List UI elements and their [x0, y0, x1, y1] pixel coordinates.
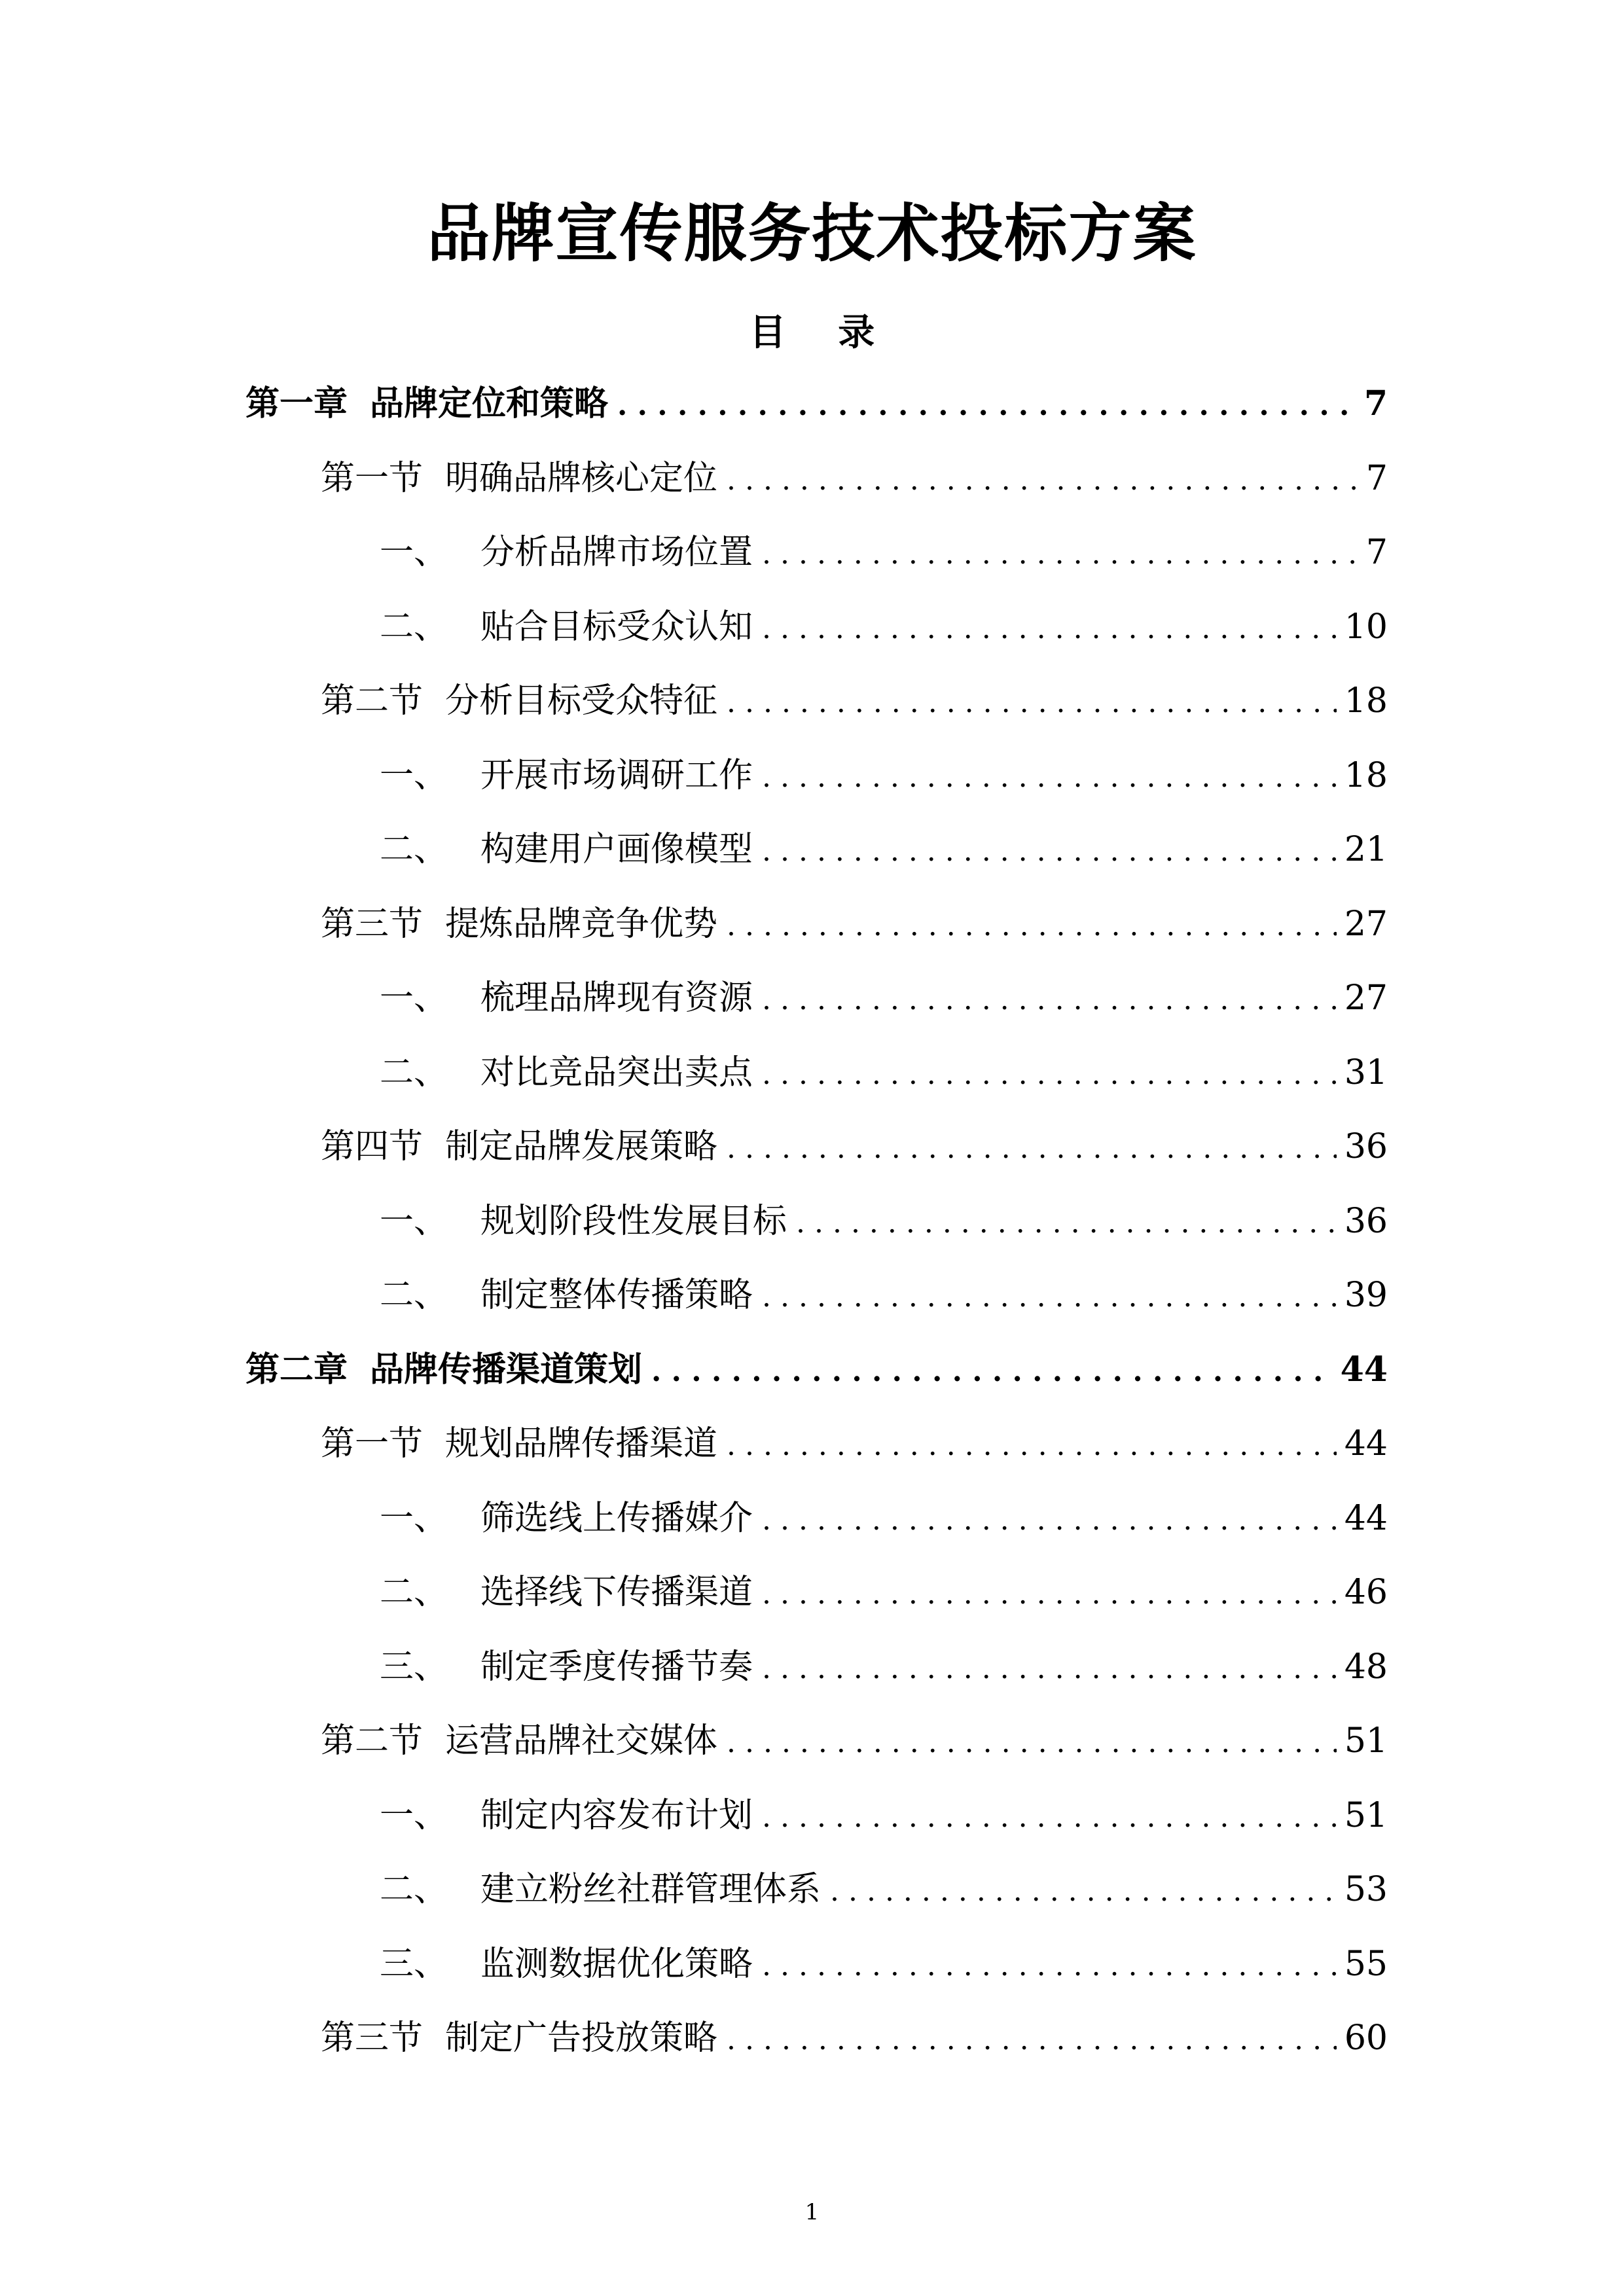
document-title: 品牌宣传服务技术投标方案	[427, 196, 1197, 270]
toc-subsection-entry[interactable]	[380, 1641, 1388, 1693]
toc-entry-title: 制定整体传播策略	[480, 1276, 753, 1315]
toc-entry-number: 二、	[380, 1276, 448, 1315]
toc-entry-page: 27	[1344, 905, 1388, 944]
toc-entry-title: 对比竞品突出卖点	[480, 1053, 753, 1092]
toc-entry-page: 21	[1344, 830, 1388, 869]
toc-entry-title: 规划品牌传播渠道	[445, 1424, 718, 1463]
toc-section-entry[interactable]	[321, 675, 1388, 727]
toc-entry-page: 10	[1344, 607, 1388, 647]
toc-subsection-entry[interactable]	[380, 823, 1388, 876]
toc-chapter-entry[interactable]	[245, 1344, 1388, 1396]
toc-entry-number: 二、	[380, 1870, 448, 1909]
toc-entry-number: 一、	[380, 1796, 448, 1835]
toc-dot-leader	[762, 1791, 1337, 1844]
toc-entry-number: 二、	[380, 1573, 448, 1612]
toc-entry-page: 48	[1344, 1647, 1388, 1687]
toc-entry-number: 第三节	[321, 2018, 424, 2058]
toc-dot-leader	[762, 1643, 1337, 1695]
toc-entry-number: 一、	[380, 1202, 448, 1241]
toc-dot-leader	[727, 677, 1337, 729]
toc-subsection-entry[interactable]	[380, 1566, 1388, 1619]
toc-entry-title: 运营品牌社交媒体	[445, 1721, 718, 1761]
toc-entry-title: 筛选线上传播媒介	[480, 1499, 753, 1538]
toc-entry-number: 二、	[380, 1053, 448, 1092]
toc-subsection-entry[interactable]	[380, 1863, 1388, 1916]
toc-entry-page: 44	[1344, 1499, 1388, 1538]
toc-dot-leader	[762, 1271, 1337, 1323]
toc-entry-title: 制定广告投放策略	[445, 2018, 718, 2058]
toc-entry-title: 开展市场调研工作	[480, 756, 753, 795]
toc-dot-leader	[727, 900, 1337, 952]
toc-entry-number: 第二节	[321, 1721, 424, 1761]
toc-entry-title: 制定内容发布计划	[480, 1796, 753, 1835]
toc-entry-page: 51	[1344, 1721, 1388, 1761]
toc-dot-leader	[762, 825, 1337, 878]
toc-entry-page: 46	[1344, 1573, 1388, 1612]
toc-entry-page: 7	[1365, 533, 1388, 572]
toc-subsection-entry[interactable]	[380, 749, 1388, 802]
toc-dot-leader	[727, 1420, 1337, 1472]
toc-dot-leader	[727, 2014, 1337, 2066]
toc-entry-number: 第一章	[245, 384, 348, 423]
toc-entry-title: 梳理品牌现有资源	[480, 978, 753, 1018]
toc-entry-number: 二、	[380, 830, 448, 869]
toc-dot-leader	[762, 1049, 1337, 1101]
toc-entry-page: 36	[1344, 1202, 1388, 1241]
toc-entry-page: 44	[1344, 1424, 1388, 1463]
toc-dot-leader	[762, 974, 1337, 1026]
toc-entry-title: 规划阶段性发展目标	[480, 1202, 787, 1241]
toc-chapter-entry[interactable]	[245, 378, 1388, 430]
toc-dot-leader	[762, 1568, 1337, 1621]
toc-dot-leader	[651, 1346, 1333, 1398]
toc-entry-page: 36	[1344, 1127, 1388, 1166]
toc-section-entry[interactable]	[321, 1715, 1388, 1767]
toc-entry-title: 监测数据优化策略	[480, 1945, 753, 1984]
toc-entry-page: 18	[1344, 756, 1388, 795]
toc-entry-page: 39	[1344, 1276, 1388, 1315]
toc-entry-title: 构建用户画像模型	[480, 830, 753, 869]
toc-subsection-entry[interactable]	[380, 526, 1388, 579]
toc-section-entry[interactable]	[321, 1418, 1388, 1470]
toc-entry-number: 第四节	[321, 1127, 424, 1166]
toc-subsection-entry[interactable]	[380, 1195, 1388, 1247]
toc-entry-title: 分析品牌市场位置	[480, 533, 753, 572]
toc-entry-number: 第一节	[321, 1424, 424, 1463]
toc-dot-leader	[762, 751, 1337, 804]
toc-dot-leader	[762, 528, 1358, 581]
toc-dot-leader	[830, 1865, 1337, 1918]
toc-dot-leader	[762, 1494, 1337, 1547]
toc-entry-page: 51	[1344, 1796, 1388, 1835]
toc-section-entry[interactable]	[321, 452, 1388, 505]
toc-dot-leader	[762, 1940, 1337, 1992]
toc-heading: 目 录	[749, 311, 895, 354]
toc-entry-page: 18	[1344, 681, 1388, 721]
toc-section-entry[interactable]	[321, 1121, 1388, 1173]
toc-entry-page: 27	[1344, 978, 1388, 1018]
toc-entry-page: 7	[1363, 384, 1388, 423]
toc-subsection-entry[interactable]	[380, 1492, 1388, 1545]
toc-dot-leader	[727, 1122, 1337, 1175]
toc-entry-page: 44	[1340, 1350, 1388, 1390]
page-number: 1	[804, 2199, 820, 2225]
toc-subsection-entry[interactable]	[380, 1938, 1388, 1990]
toc-entry-number: 一、	[380, 533, 448, 572]
toc-dot-leader	[727, 1717, 1337, 1769]
toc-entry-page: 60	[1344, 2018, 1388, 2058]
toc-subsection-entry[interactable]	[380, 601, 1388, 653]
toc-entry-number: 第二节	[321, 681, 424, 721]
toc-entry-page: 7	[1365, 459, 1388, 498]
toc-entry-title: 建立粉丝社群管理体系	[480, 1870, 821, 1909]
toc-entry-title: 分析目标受众特征	[445, 681, 718, 721]
toc-entry-number: 第一节	[321, 459, 424, 498]
toc-entry-number: 三、	[380, 1647, 448, 1687]
toc-entry-number: 一、	[380, 756, 448, 795]
toc-entry-number: 第二章	[245, 1350, 348, 1390]
toc-section-entry[interactable]	[321, 2012, 1388, 2064]
toc-subsection-entry[interactable]	[380, 1269, 1388, 1321]
toc-subsection-entry[interactable]	[380, 1789, 1388, 1842]
toc-entry-number: 第三节	[321, 905, 424, 944]
toc-entry-number: 三、	[380, 1945, 448, 1984]
toc-entry-title: 制定品牌发展策略	[445, 1127, 718, 1166]
toc-entry-page: 31	[1344, 1053, 1388, 1092]
toc-section-entry[interactable]	[321, 898, 1388, 950]
toc-entry-title: 品牌传播渠道策划	[370, 1350, 643, 1390]
toc-entry-number: 一、	[380, 1499, 448, 1538]
toc-entry-title: 提炼品牌竞争优势	[445, 905, 718, 944]
toc-subsection-entry[interactable]	[380, 1047, 1388, 1099]
toc-dot-leader	[727, 454, 1358, 507]
toc-entry-page: 55	[1344, 1945, 1388, 1984]
toc-entry-title: 制定季度传播节奏	[480, 1647, 753, 1687]
toc-dot-leader	[762, 603, 1337, 655]
toc-entry-title: 贴合目标受众认知	[480, 607, 753, 647]
toc-entry-title: 品牌定位和策略	[370, 384, 609, 423]
toc-entry-number: 二、	[380, 607, 448, 647]
toc-subsection-entry[interactable]	[380, 972, 1388, 1024]
toc-entry-page: 53	[1344, 1870, 1388, 1909]
toc-entry-title: 明确品牌核心定位	[445, 459, 718, 498]
toc-entry-number: 一、	[380, 978, 448, 1018]
toc-dot-leader	[796, 1197, 1337, 1249]
toc-entry-title: 选择线下传播渠道	[480, 1573, 753, 1612]
toc-dot-leader	[617, 380, 1356, 432]
